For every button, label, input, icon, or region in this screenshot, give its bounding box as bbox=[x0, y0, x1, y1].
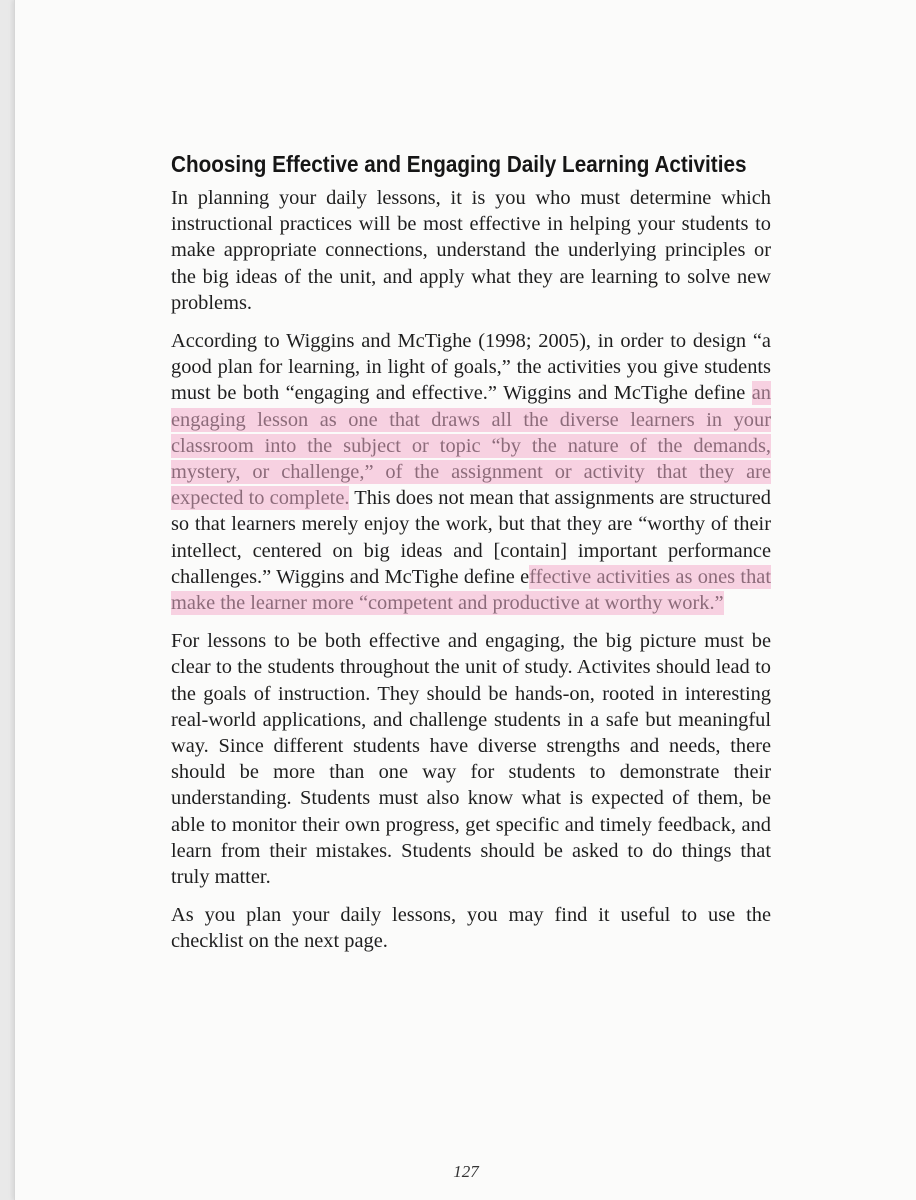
page-content bbox=[171, 150, 771, 967]
paragraph-2-text-b: This does not mean that assignments are structured so that learners merely enjoy the work, but that they are “worthy of their intellect, centered on big ideas and [contain] important performance challenges.” Wiggins and McTighe define e bbox=[171, 487, 771, 588]
paragraph-2-text-a: According to Wiggins and McTighe (1998; 2005), in order to design “a good plan for learning, in light of goals,” the activities you give students must be both “engaging and effective.” Wiggins and McTighe define bbox=[171, 330, 771, 405]
page-number: 127 bbox=[453, 1162, 479, 1181]
paragraph-1: In planning your daily lessons, it is you who must determine which instructional practices will be most effective in helping your students to make appropriate connections, understand the underlying principles or the big ideas of the unit, and apply what they are learning to solve new problems. bbox=[171, 187, 771, 314]
highlight-effective-definition[interactable]: ffective activities as ones that make the learner more “competent and productive at worthy work.” bbox=[171, 565, 771, 615]
highlight-engaging-definition[interactable]: an engaging lesson as one that draws all the diverse learners in your classroom into the subject or topic “by the nature of the demands, mystery, or challenge,” of the assignment or activity that they are expected to complete. bbox=[171, 382, 771, 510]
paragraph-4: As you plan your daily lessons, you may find it useful to use the checklist on the next page. bbox=[171, 904, 771, 953]
paragraph-3: For lessons to be both effective and engaging, the big picture must be clear to the students throughout the unit of study. Activites should lead to the goals of instruction. They should be hands-on, rooted in interesting real-world applications, and challenge students in a safe but meaningful way. Since different students have diverse strengths and needs, there should be more than one way for students to demonstrate their understanding. Students must also know what is expected of them, be able to monitor their own progress, get specific and timely feedback, and learn from their mistakes. Students should be asked to do things that truly matter. bbox=[171, 630, 771, 889]
paragraph-2 bbox=[171, 328, 771, 616]
section-heading: Choosing Effective and Engaging Daily Learning Activities bbox=[171, 151, 747, 177]
book-page bbox=[14, 0, 916, 1200]
